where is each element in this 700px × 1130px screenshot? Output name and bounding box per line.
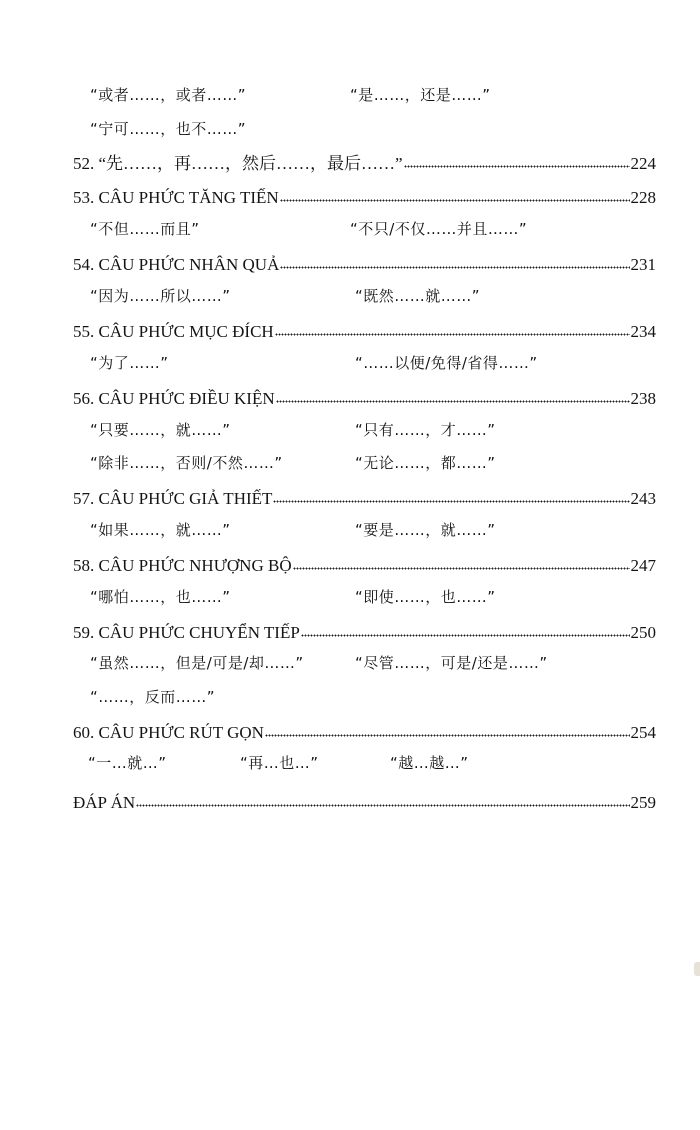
toc-entry-title: 59. CÂU PHỨC CHUYỂN TIẾP xyxy=(73,623,300,642)
dot-leader xyxy=(301,634,630,638)
toc-entry-page: 254 xyxy=(630,723,656,742)
toc-entry-page: 259 xyxy=(630,793,656,812)
pattern: “……，反而……” xyxy=(90,688,216,706)
pattern: “只有……，才……” xyxy=(355,421,496,439)
pattern: “除非……，否则/不然……” xyxy=(90,454,283,472)
toc-entry-title: 53. CÂU PHỨC TĂNG TIẾN xyxy=(73,188,279,207)
pattern: “无论……，都……” xyxy=(355,454,496,472)
toc-entry-page: 228 xyxy=(630,188,656,207)
page-edge-mark xyxy=(694,962,700,976)
pattern: “……以便/免得/省得……” xyxy=(355,354,538,372)
pattern-shi-haishi: “是……，还是……” xyxy=(350,86,491,104)
toc-entry-page: 250 xyxy=(630,623,656,642)
dot-leader xyxy=(404,165,630,169)
pattern: “不但……而且” xyxy=(90,220,200,238)
toc-entry-title: 58. CÂU PHỨC NHƯỢNG BỘ xyxy=(73,556,292,575)
dot-leader xyxy=(136,804,629,808)
dot-leader xyxy=(275,333,630,337)
pattern: “哪怕……，也……” xyxy=(90,588,231,606)
toc-entry-page: 231 xyxy=(630,255,656,274)
pattern: “为了……” xyxy=(90,354,169,372)
pattern: “一…就…” xyxy=(88,754,167,772)
pattern: “越…越…” xyxy=(390,754,469,772)
toc-entry-56[interactable] xyxy=(73,379,656,409)
pattern: “尽管……，可是/还是……” xyxy=(355,654,548,672)
pattern: “只要……，就……” xyxy=(90,421,231,439)
toc-entry-55[interactable] xyxy=(73,312,656,342)
toc-entry-title: 55. CÂU PHỨC MỤC ĐÍCH xyxy=(73,322,274,341)
toc-entry-title: 60. CÂU PHỨC RÚT GỌN xyxy=(73,723,264,742)
toc-entry-53[interactable] xyxy=(73,178,656,208)
pattern: “不只/不仅……并且……” xyxy=(350,220,528,238)
toc-entry-60[interactable] xyxy=(73,713,656,743)
pattern-huozhe: “或者……，或者……” xyxy=(90,86,247,104)
pattern: “即使……，也……” xyxy=(355,588,496,606)
toc-entry-58[interactable] xyxy=(73,546,656,576)
toc-entry-page: 243 xyxy=(630,489,656,508)
pattern: “如果……，就……” xyxy=(90,521,231,539)
toc-entry-54[interactable] xyxy=(73,245,656,275)
toc-entry-59[interactable] xyxy=(73,613,656,643)
pattern: “要是……，就……” xyxy=(355,521,496,539)
dot-leader xyxy=(265,734,630,738)
toc-entry-page: 238 xyxy=(630,389,656,408)
toc-entry-57[interactable] xyxy=(73,479,656,509)
toc-entry-title: 54. CÂU PHỨC NHÂN QUẢ xyxy=(73,255,280,274)
dot-leader xyxy=(293,567,630,571)
toc-entry-title: 56. CÂU PHỨC ĐIỀU KIỆN xyxy=(73,389,275,408)
pattern: “虽然……，但是/可是/却……” xyxy=(90,654,304,672)
toc-entry-page: 224 xyxy=(630,154,656,173)
dot-leader xyxy=(280,199,630,203)
toc-entry-page: 234 xyxy=(630,322,656,341)
pattern: “再…也…” xyxy=(240,754,319,772)
pattern: “既然……就……” xyxy=(355,287,481,305)
dot-leader xyxy=(280,266,629,270)
toc-entry-answers[interactable] xyxy=(73,783,656,813)
pattern: “因为……所以……” xyxy=(90,287,231,305)
pattern-ningke: “宁可……，也不……” xyxy=(90,120,247,138)
toc-entry-52[interactable] xyxy=(73,144,656,174)
dot-leader xyxy=(273,500,629,504)
dot-leader xyxy=(276,400,630,404)
toc-entry-title: ĐÁP ÁN xyxy=(73,793,136,812)
toc-entry-page: 247 xyxy=(630,556,656,575)
toc-entry-title: 52. “先……，再……，然后……，最后……” xyxy=(73,154,403,173)
toc-entry-title: 57. CÂU PHỨC GIẢ THIẾT xyxy=(73,489,273,508)
